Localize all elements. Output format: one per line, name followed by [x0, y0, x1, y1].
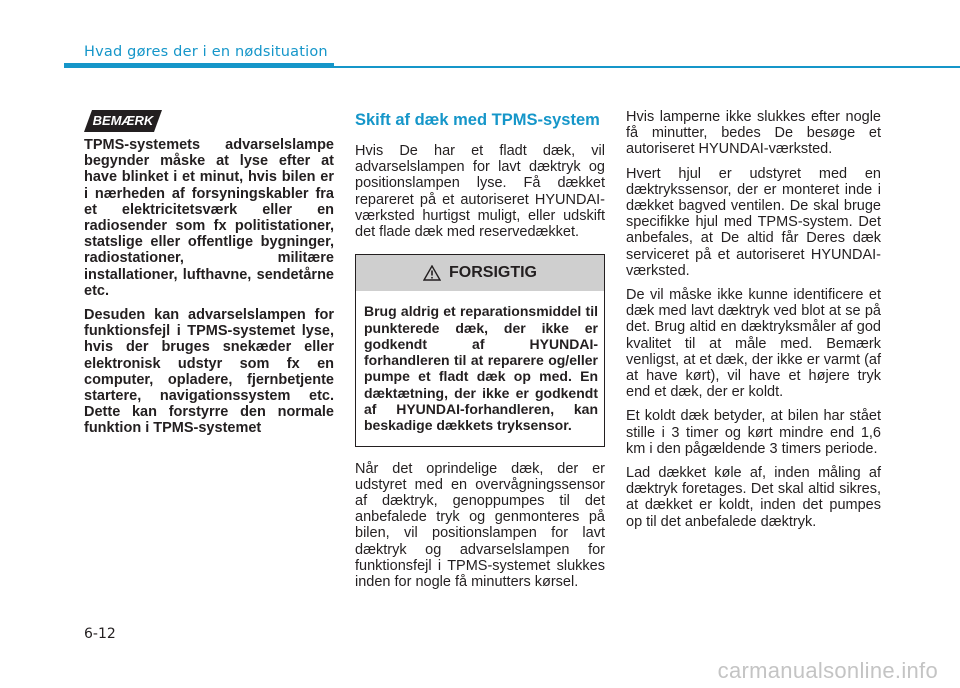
body-paragraph: De vil måske ikke kunne identificere et dæk med lavt dæktryk ved blot at se på det. Brug altid en dæktryksmåler af god kvalitet til at måle med. Bemærk venligst, at et dæk, der ikke er varmt (af at have kørt), vil have et højere tryk end et dæk, der er koldt.: [626, 287, 881, 401]
warning-triangle-icon: [423, 265, 441, 281]
page-number: 6-12: [84, 626, 116, 642]
section-intro: Hvis De har et fladt dæk, vil advarselslampen for lavt dæktryk og positionslampen lyse. Få dækket repareret på et autoriseret HYUNDAI-værksted hurtigst muligt, eller udskift det flade dæk med reservedækket.: [355, 143, 605, 241]
section-heading: Skift af dæk med TPMS-system: [355, 111, 600, 129]
note-column: [84, 137, 334, 445]
body-paragraph: Hvis lamperne ikke slukkes efter nogle få minutter, bedes De besøge et autoriseret HYUNDAI-værksted.: [626, 109, 881, 158]
caution-header: [356, 255, 604, 291]
tpms-section: [355, 112, 605, 598]
caution-text: Brug aldrig et reparationsmiddel til punkterede dæk, der ikke er godkendt af HYUNDAI-forhandleren til at reparere og/eller pumpe et fladt dæk op med. En dæktætning, der ikke er godkendt af HYUNDAI-forhandleren, kan beskadige dækkets tryksensor.: [364, 303, 598, 434]
note-paragraph: TPMS-systemets advarselslampe begynder måske at lyse efter at have blinket i et minut, hvis bilen er i nærheden af forsyningskabler fra et elektricitetsværk eller en radiosender som fx politistationer, statslige eller offentlige bygninger, radiostationer, militære installationer, lufthavne, sendetårne etc.: [84, 137, 334, 299]
note-badge-label: BEMÆRK: [92, 113, 154, 128]
section-title: Hvad gøres der i en nødsituation: [84, 44, 328, 60]
watermark: carmanualsonline.info: [717, 658, 938, 683]
right-column: [626, 109, 881, 538]
note-paragraph: Desuden kan advarselslampen for funktionsfejl i TPMS-systemet lyse, hvis der bruges snekæder eller elektronisk udstyr som fx en computer, opladere, fjernbetjente startere, navigationssystem etc. Dette kan forstyrre den normale funktion i TPMS-systemet: [84, 307, 334, 437]
body-paragraph: Et koldt dæk betyder, at bilen har stået stille i 3 timer og kørt mindre end 1,6 km i den pågældende 3 timers periode.: [626, 408, 881, 457]
section-paragraph: Når det oprindelige dæk, der er udstyret med en overvågningssensor af dæktryk, genoppumpes til det anbefalede tryk og genmonteres på bilen, vil positionslampen for lavt dæktryk og advarselslampen for funktionsfejl i TPMS-systemet slukkes inden for nogle få minutters kørsel.: [355, 460, 605, 591]
caution-title: FORSIGTIG: [449, 264, 537, 282]
body-paragraph: Hvert hjul er udstyret med en dæktrykssensor, der er monteret inde i dækket bagved ventilen. De skal bruge specifikke hjul med TPMS-system. Det anbefales, at De altid får Deres dæk serviceret på et autoriseret HYUNDAI-værksted.: [626, 165, 881, 279]
note-badge: [84, 110, 162, 132]
header-rule-thick: [64, 63, 334, 68]
header-rule-thin: [334, 66, 960, 68]
caution-box: [355, 254, 605, 446]
body-paragraph: Lad dækket køle af, inden måling af dæktryk foretages. Det skal altid sikres, at dækket er koldt, inden det pumpes op til det anbefalede dæktryk.: [626, 465, 881, 530]
